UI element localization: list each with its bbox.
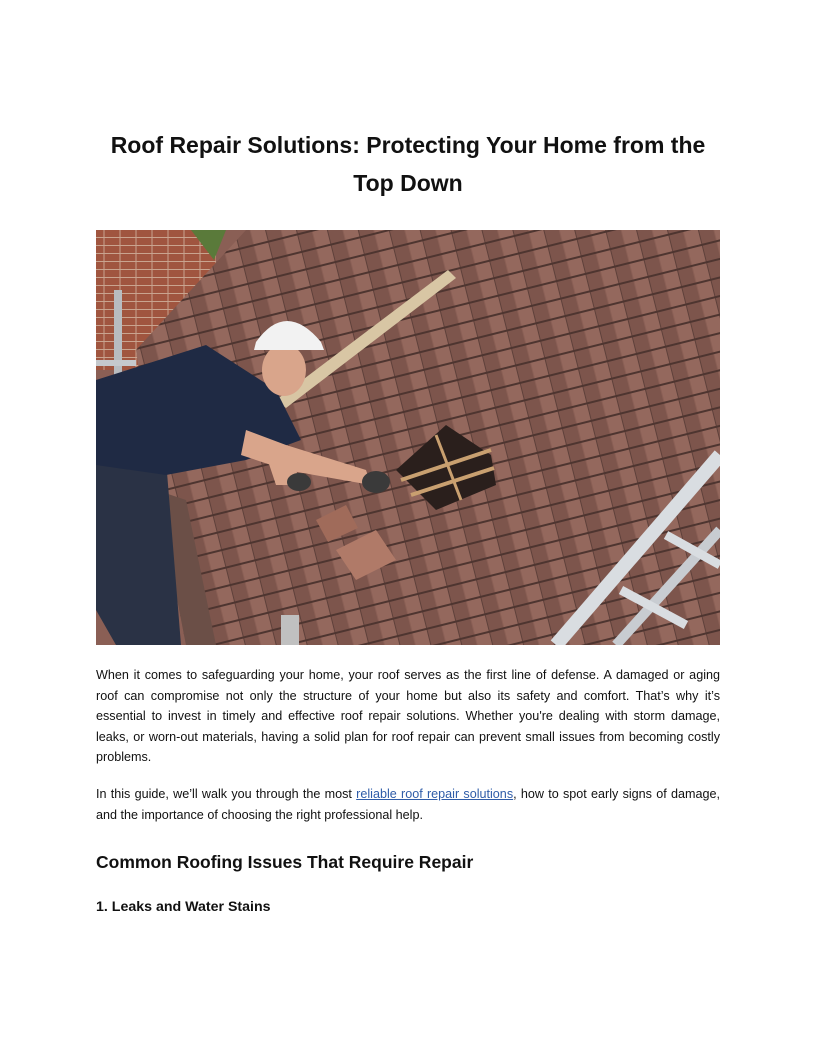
gutter-bracket (281, 615, 299, 645)
section-heading: Common Roofing Issues That Require Repair (96, 852, 474, 872)
intro-paragraph: When it comes to safeguarding your home, your roof serves as the first line of defense. A damaged or aging roof can compromise not only the structure of your home but also its safety and comfort. That’s why it’s essential to invest in timely and effective roof repair solutions. Whether you're dealing with storm damage, leaks, or worn-out materials, having a solid plan for roof repair can prevent small issues from becoming costly problems. (96, 668, 720, 764)
roof-repair-photo (96, 230, 720, 645)
document-title: Roof Repair Solutions: Protecting Your Home from the Top Down (110, 132, 706, 196)
guide-text-before: In this guide, we’ll walk you through the most (96, 787, 357, 801)
subsection-heading: 1. Leaks and Water Stains (96, 899, 271, 915)
reliable-roof-repair-link[interactable]: reliable roof repair solutions (356, 787, 514, 801)
guide-text-after: , how to spot early signs of damage, and the importance of choosing the right professional help. (96, 787, 720, 822)
guide-paragraph (96, 784, 720, 825)
